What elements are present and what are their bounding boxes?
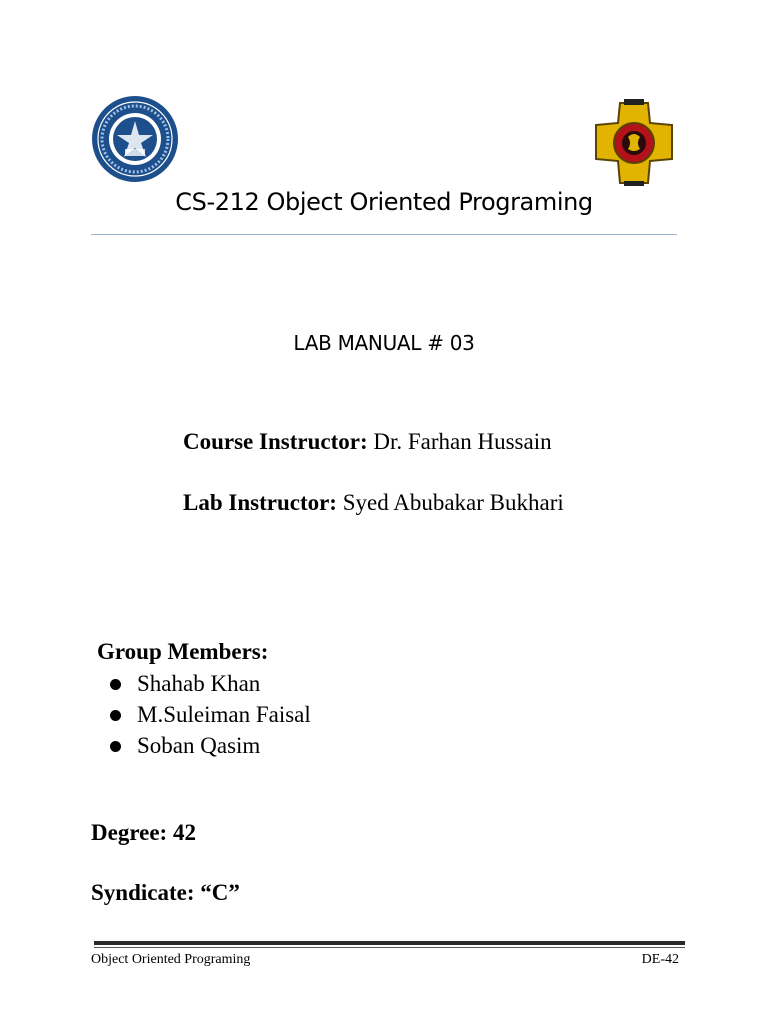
- footer-divider-thin: [94, 947, 685, 948]
- lab-instructor-value: Syed Abubakar Bukhari: [336, 490, 564, 515]
- document-title: CS-212 Object Oriented Programing: [175, 188, 593, 216]
- footer-course-name: Object Oriented Programing: [91, 952, 251, 967]
- degree-line: Degree: 42: [91, 820, 196, 845]
- lab-instructor-label: Lab Instructor:: [183, 490, 337, 515]
- course-instructor-line: [183, 429, 552, 455]
- syndicate-line: Syndicate: “C”: [91, 880, 240, 905]
- member-name: Soban Qasim: [137, 733, 261, 758]
- member-name: Shahab Khan: [137, 671, 261, 696]
- bullet-icon: [110, 741, 121, 752]
- member-name: M.Suleiman Faisal: [137, 702, 311, 727]
- lab-manual-number: LAB MANUAL # 03: [293, 331, 475, 355]
- list-item: [108, 699, 311, 730]
- list-item: [108, 668, 311, 699]
- title-underline-divider: [91, 234, 677, 235]
- list-item: [108, 730, 311, 761]
- college-crest-logo: [590, 97, 678, 188]
- university-seal-logo: [91, 93, 179, 185]
- footer-degree-code: DE-42: [641, 952, 679, 967]
- course-instructor-value: Dr. Farhan Hussain: [367, 429, 552, 454]
- lab-instructor-line: [183, 490, 564, 516]
- footer-divider-thick: [94, 941, 685, 945]
- bullet-icon: [110, 679, 121, 690]
- group-members-list: [108, 668, 311, 761]
- course-instructor-label: Course Instructor:: [183, 429, 368, 454]
- group-members-heading: Group Members:: [97, 639, 269, 664]
- bullet-icon: [110, 710, 121, 721]
